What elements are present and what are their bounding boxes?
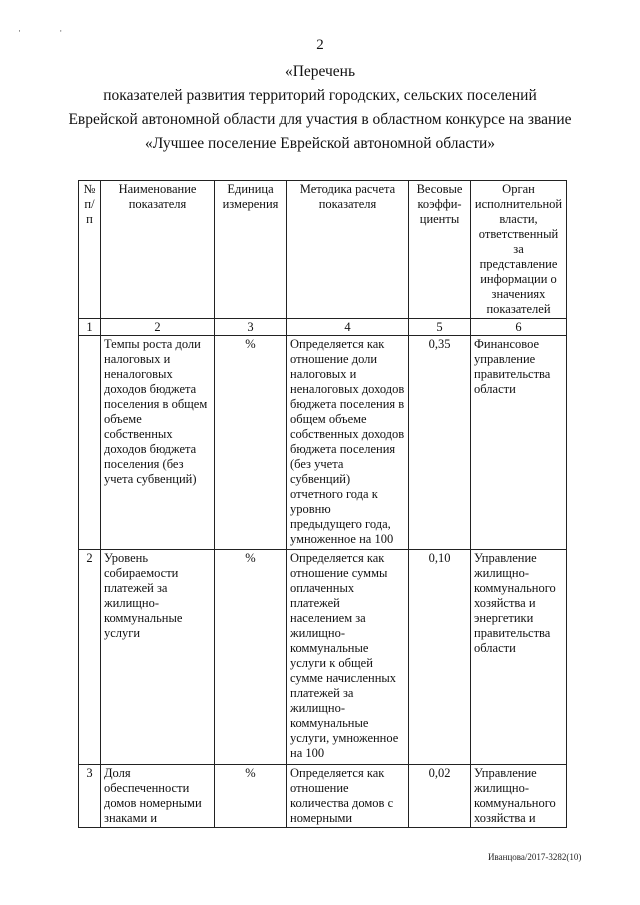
row-num: 3: [79, 765, 101, 828]
header-unit: Единица измерения: [215, 181, 287, 319]
heading-line-2: показателей развития территорий городских, сельских поселений: [103, 87, 537, 104]
header-num: № п/п: [79, 181, 101, 319]
row-organ: Финансовое управление правительства области: [471, 336, 567, 550]
document-heading: [0, 60, 640, 156]
row-unit: %: [215, 550, 287, 765]
row-organ: Управление жилищно-коммунального хозяйства и энергетики правительства области: [471, 550, 567, 765]
row-method: Определяется как отношение суммы оплаченных платежей населением за жилищно-коммунальные услуги к общей сумме начисленных платежей за жилищно-коммунальные услуги, умноженное на 100: [287, 550, 409, 765]
scan-specks: · ·: [18, 26, 81, 36]
row-weight: 0,10: [409, 550, 471, 765]
heading-line-3: Еврейской автономной области для участия в областном конкурсе на звание: [68, 111, 572, 128]
header-method: Методика расчета показателя: [287, 181, 409, 319]
column-number: 3: [215, 319, 287, 336]
column-number: 4: [287, 319, 409, 336]
column-number-row: [79, 319, 567, 336]
table-row: [79, 550, 567, 765]
header-organ: Орган исполнительной власти, ответственный за представление информации о значениях показателей: [471, 181, 567, 319]
row-unit: %: [215, 336, 287, 550]
table-row: [79, 336, 567, 550]
heading-line-4: «Лучшее поселение Еврейской автономной области»: [144, 135, 496, 152]
row-method: Определяется как отношение количества домов с номерными: [287, 765, 409, 828]
row-num: [79, 336, 101, 550]
header-name: Наименование показателя: [101, 181, 215, 319]
header-weight: Весовые коэффи-циенты: [409, 181, 471, 319]
row-indicator-name: Темпы роста доли налоговых и неналоговых доходов бюджета поселения в общем объеме собственных доходов бюджета поселения (без учета субвенций): [101, 336, 215, 550]
table-row: [79, 765, 567, 828]
column-number: 1: [79, 319, 101, 336]
column-number: 6: [471, 319, 567, 336]
column-number: 5: [409, 319, 471, 336]
page-number: 2: [316, 37, 324, 53]
row-method: Определяется как отношение доли налоговых и неналоговых доходов бюджета поселения в общем объеме собственных доходов бюджета поселения (без учета субвенций) отчетного года к уровню предыдущего года, умноженное на 100: [287, 336, 409, 550]
row-indicator-name: Уровень собираемости платежей за жилищно-коммунальные услуги: [101, 550, 215, 765]
row-num: 2: [79, 550, 101, 765]
column-number: 2: [101, 319, 215, 336]
row-weight: 0,02: [409, 765, 471, 828]
heading-line-1: «Перечень: [284, 63, 356, 80]
row-organ: Управление жилищно-коммунального хозяйства и: [471, 765, 567, 828]
row-unit: %: [215, 765, 287, 828]
table-header-row: [79, 181, 567, 319]
document-code: Иванцова/2017-3282(10): [488, 852, 582, 862]
row-indicator-name: Доля обеспеченности домов номерными знаками и: [101, 765, 215, 828]
row-weight: 0,35: [409, 336, 471, 550]
indicators-table: [78, 180, 567, 828]
